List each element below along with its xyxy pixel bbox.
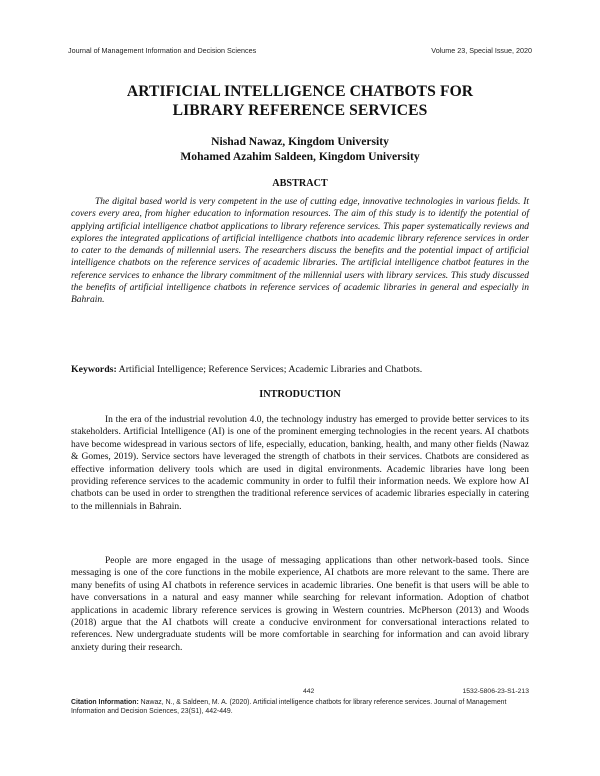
keywords-label: Keywords: [71, 364, 117, 375]
volume-info: Volume 23, Special Issue, 2020 [431, 46, 532, 55]
introduction-heading: INTRODUCTION [259, 389, 341, 400]
abstract-text: The digital based world is very competent in the use of cutting edge, innovative technologies in various fields. It covers every area, from higher education to information resources. The aim of this study is to identify the potential of applying artificial intelligence chatbot applications to library reference services. This paper systematically reviews and explores the integrated applications of artificial intelligence chatbots into academic library reference services in order to cater to the demands of millennial users. The researchers discuss the benefits and the potential impact of artificial intelligence chatbots on the reference services of academic libraries. The artificial intelligence chatbot features in the reference services to enhance the library commitment of the millennial users with library services. This study discussed the benefits of artificial intelligence chatbots in reference services of academic libraries in general and especially in Bahrain. [71, 197, 529, 305]
author-list [68, 134, 532, 164]
citation-text: Nawaz, N., & Saldeen, M. A. (2020). Artificial intelligence chatbots for library reference services. Journal of Management Information and Decision Sciences, 23(S1), 442-449. [71, 699, 507, 716]
author-2: Mohamed Azahim Saldeen, Kingdom University [180, 150, 420, 163]
paper-title [68, 82, 532, 120]
keywords [71, 364, 529, 375]
intro-paragraph-1: In the era of the industrial revolution 4.0, the technology industry has emerged to provide better services to its stakeholders. Artificial Intelligence (AI) is one of the prominent emerging technologies in the recent years. AI chatbots have become widespread in various sectors of life, especially, education, banking, health, and many other fields (Nawaz & Gomes, 2019). Service sectors have leveraged the strength of chatbots in their services. Chatbots are considered as effective information delivery tools which are used in digital environments. Academic libraries have long been providing reference services to the academic community in order to fulfil their information needs. We explore how AI chatbots can be used in order to strengthen the traditional reference services of academic libraries especially in catering to the millennials in Bahrain. [71, 415, 529, 512]
citation-label: Citation Information: [71, 699, 139, 706]
title-line-1: ARTIFICIAL INTELLIGENCE CHATBOTS FOR [126, 83, 474, 100]
intro-paragraph-2: People are more engaged in the usage of messaging applications than other network-based tools. Since messaging is one of the core functions in the mobile experience, AI chatbots are more relevant to the same. There are many benefits of using AI chatbots in reference services in academic libraries. One benefit is that users will be able to have conversations in a natural and easy manner while searching for relevant information. Adoption of chatbot applications in academic library reference services is growing in Western countries. McPherson (2013) and Woods (2018) argue that the AI chatbots will create a conducive environment for conversational interactions related to references. New undergraduate students will be more comfortable in searching for information and can avoid library anxiety during their research. [71, 556, 529, 653]
article-id: 1532-5806-23-S1-213 [462, 688, 529, 695]
keywords-text: Artificial Intelligence; Reference Services; Academic Libraries and Chatbots. [118, 364, 423, 375]
journal-name: Journal of Management Information and Decision Sciences [68, 46, 257, 55]
running-header [68, 46, 532, 55]
author-1: Nishad Nawaz, Kingdom University [211, 135, 389, 148]
citation-information [71, 698, 531, 716]
title-line-2: LIBRARY REFERENCE SERVICES [172, 102, 428, 119]
page-number: 442 [303, 688, 315, 695]
abstract-heading: ABSTRACT [272, 178, 328, 189]
